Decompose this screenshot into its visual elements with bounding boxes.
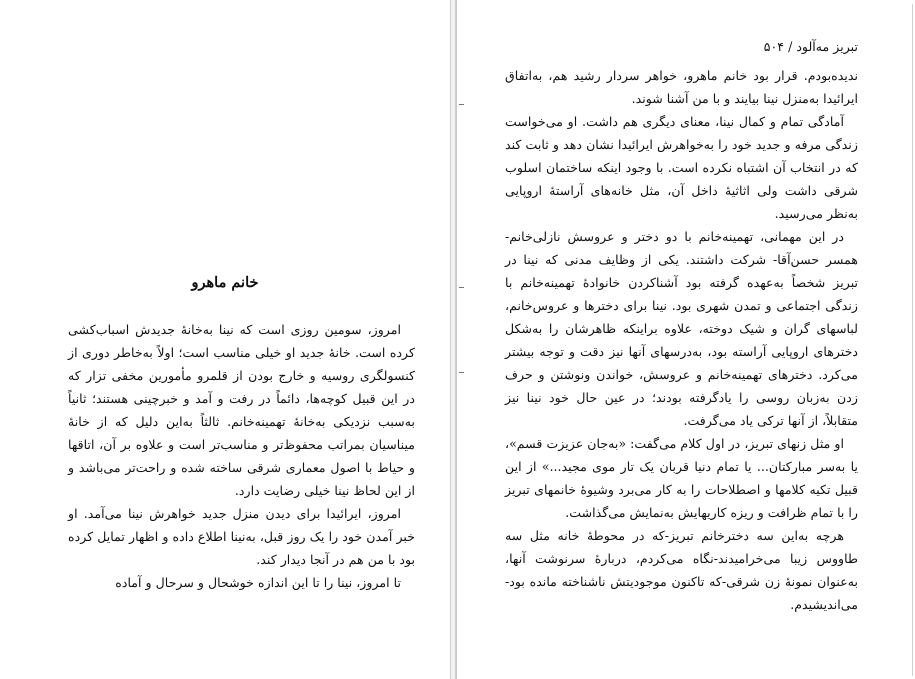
paragraph: امروز، ایرائیدا برای دیدن منزل جدید خواهرش نینا می‌آمد. او خبر آمدن خود را یک روز قبل، به‌نینا اطلاع داده و اظهار تمایل کرده بود با من هم در آنجا دیدار کند. <box>68 506 415 567</box>
paragraph: تا امروز، نینا را تا این اندازه خوشحال و سرحال و آماده <box>115 575 401 590</box>
margin-mark <box>459 104 464 105</box>
margin-mark <box>459 372 464 373</box>
left-page-body <box>68 318 415 594</box>
margin-mark <box>459 287 464 288</box>
paragraph: ندیده‌بودم. قرار بود خانم ماهرو، خواهر سردار رشید هم، به‌اتفاق ایرائیدا به‌منزل نینا بیایند و با من آشنا شوند. <box>505 68 858 106</box>
paragraph: در این مهمانی، تهمینه‌خانم با دو دختر و عروسش نازلی‌خانم- همسر حسن‌آقا- شرکت داشتند. یکی از وظایف مدنی که نینا در تبریز شخصاً به‌عهده گرفته بود آشناکردن خانوادهٔ تهمینه‌خانم با زندگی اجتماعی و تمدن شهری بود. نینا برای دخترها و عروس‌خانم، لباسهای گران و شیک دوخته، علاوه براینکه ظاهرشان را به‌شکل دخترهای اروپایی آراسته بود، به‌درسهای آنها نیز دقت و توجه بیشتر می‌کرد. دخترهای تهمینه‌خانم و عروسش، خواندن ونوشتن و حرف زدن به‌زبان روسی را یادگرفته بودند؛ در عین حال خود نینا نیز متقابلاً، از آنها ترکی یاد می‌گرفت. <box>505 229 858 428</box>
right-page-body <box>505 64 858 616</box>
paragraph: امروز، سومین روزی است که نینا به‌خانهٔ جدیدش اسباب‌کشی کرده است. خانهٔ جدید او خیلی مناسب است؛ اولاً به‌خاطر دوری از کنسولگری روسیه و خارج بودن از قلمرو مأمورین مخفی تزار که در این قبیل کوچه‌ها، دائماً در رفت و آمد و خبرچینی هستند؛ ثانیاً به‌سبب نزدیکی به‌خانهٔ تهمینه‌خانم. ثالثاً به‌این دلیل که از خانهٔ میناسیان بمراتب محفوظ‌تر و مناسب‌تر است و علاوه بر آن، اتاقها و حیاط با اصول معماری شرقی ساخته شده و راحت‌تر می‌باشد و از این لحاظ نینا خیلی رضایت دارد. <box>68 322 415 498</box>
running-header: تبریز مه‌آلود / ۵۰۴ <box>763 39 858 54</box>
page-edge <box>912 4 913 676</box>
chapter-title: خانم ماهرو <box>191 274 259 291</box>
paragraph: هرچه به‌این سه دخترخانم تبریز-که در محوطهٔ خانه مثل سه طاووس زیبا می‌خرامیدند-نگاه می‌کردم، دربارهٔ سرنوشت آنها، به‌عنوان نمونهٔ زن شرقی-که تاکنون موجودیتش ناشناخته مانده بود-می‌اندیشیدم. <box>505 528 858 612</box>
paragraph: او مثل زنهای تبریز، در اول کلام می‌گفت: «به‌جان عزیزت قسم»، یا به‌سر مبارکتان... یا تمام دنیا قربان یک تار موی مجید...» از این قبیل تکیه کلامها و اصطلاحات را به کار می‌برد وشیوهٔ خانمهای تبریز را با تمام ظرافت و ریزه کاریهایش به‌نمایش می‌گذاشت. <box>505 436 858 520</box>
right-page <box>456 0 915 679</box>
left-page <box>0 0 450 679</box>
paragraph: آمادگی تمام و کمال نینا، معنای دیگری هم داشت. او می‌خواست زندگی مرفه و جدید خود را به‌خواهرش ایرائیدا نشان دهد و ثابت کند که در انتخاب آن اشتباه نکرده است. با وجود اینکه ساختمان اسلوب شرقی داشت ولی اثاثیهٔ داخل آن، مثل خانه‌های آراستهٔ اروپایی به‌نظر می‌رسید. <box>505 114 858 221</box>
